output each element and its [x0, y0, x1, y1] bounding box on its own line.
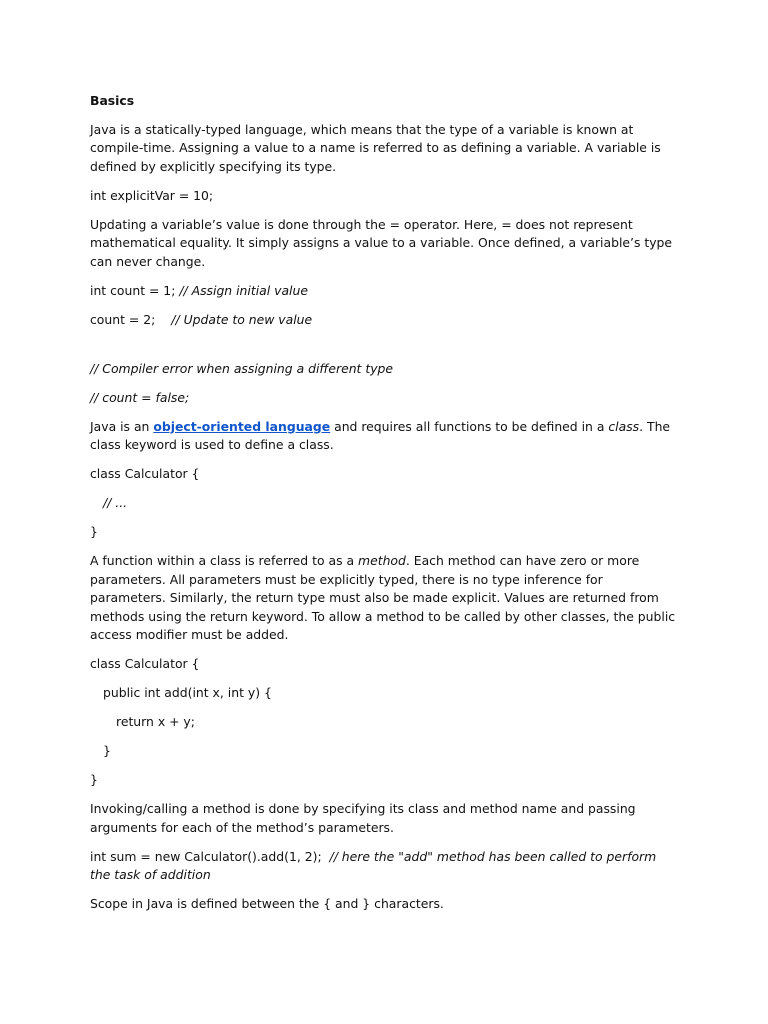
code-count-init-comment: // Assign initial value: [179, 282, 308, 298]
code-count-init: int count = 1;: [90, 282, 176, 298]
paragraph-scope: Scope in Java is defined between the { and } characters.: [90, 896, 444, 911]
code2-class-close: }: [90, 772, 98, 787]
paragraph-methods: [90, 552, 680, 645]
section-heading: Basics: [90, 93, 135, 108]
code-count-update-comment: // Update to new value: [171, 311, 313, 327]
paragraph-invoking: Invoking/calling a method is done by specifying its class and method name and passing arguments for each of the method’s parameters.: [90, 801, 636, 835]
paragraph-object-oriented: [90, 418, 680, 455]
p4-pre: A function within a class is referred to as a: [90, 553, 359, 568]
p4-post: . Each method can have zero or more parameters. All parameters must be explicitly typed, there is no type inference for parameters. Similarly, the return type must also be made explicit. Values are returned from methods using the return keyword. To allow a method to be called by other classes, the public access modifier must be added.: [90, 553, 676, 642]
p3-class-term: class: [608, 418, 640, 434]
code-class-close: }: [90, 524, 98, 539]
code-sum-line: [90, 848, 680, 885]
blank-line: [90, 340, 680, 360]
code-sum-comment: // here the "add" method has been called to perform the task of addition: [90, 848, 657, 882]
code-explicit-var: int explicitVar = 10;: [90, 187, 214, 203]
p3-mid: and requires all functions to be defined in a: [330, 418, 609, 434]
code-count-update-line: [90, 311, 680, 330]
comment-count-false: // count = false;: [90, 389, 190, 405]
paragraph-static-typing: Java is a statically-typed language, which means that the type of a variable is known at compile-time. Assigning a value to a name is referred to as defining a variable. A variable is defined by explicitly specifying its type.: [90, 121, 661, 174]
p3-pre: Java is an: [90, 418, 154, 434]
code2-method-close: }: [103, 743, 111, 758]
code-count-update: count = 2;: [90, 311, 156, 327]
code2-return: return x + y;: [116, 714, 195, 729]
object-oriented-language-link[interactable]: object-oriented language: [153, 418, 331, 434]
p3-post: . The class keyword is used to define a class.: [90, 418, 671, 452]
code-class-open: class Calculator {: [90, 466, 200, 481]
paragraph-assignment: Updating a variable’s value is done through the = operator. Here, = does not represent mathematical equality. It simply assigns a value to a variable. Once defined, a variable’s type can never change.: [90, 216, 673, 269]
code-count-init-line: [90, 282, 680, 301]
code2-class-open: class Calculator {: [90, 656, 200, 671]
code2-method-open: public int add(int x, int y) {: [103, 685, 272, 700]
p4-method-term: method: [358, 553, 406, 568]
code-class-comment: // ...: [103, 495, 128, 510]
document-body: [90, 92, 680, 924]
comment-compiler-error: // Compiler error when assigning a different type: [90, 360, 394, 376]
code-sum: int sum = new Calculator().add(1, 2);: [90, 848, 322, 864]
